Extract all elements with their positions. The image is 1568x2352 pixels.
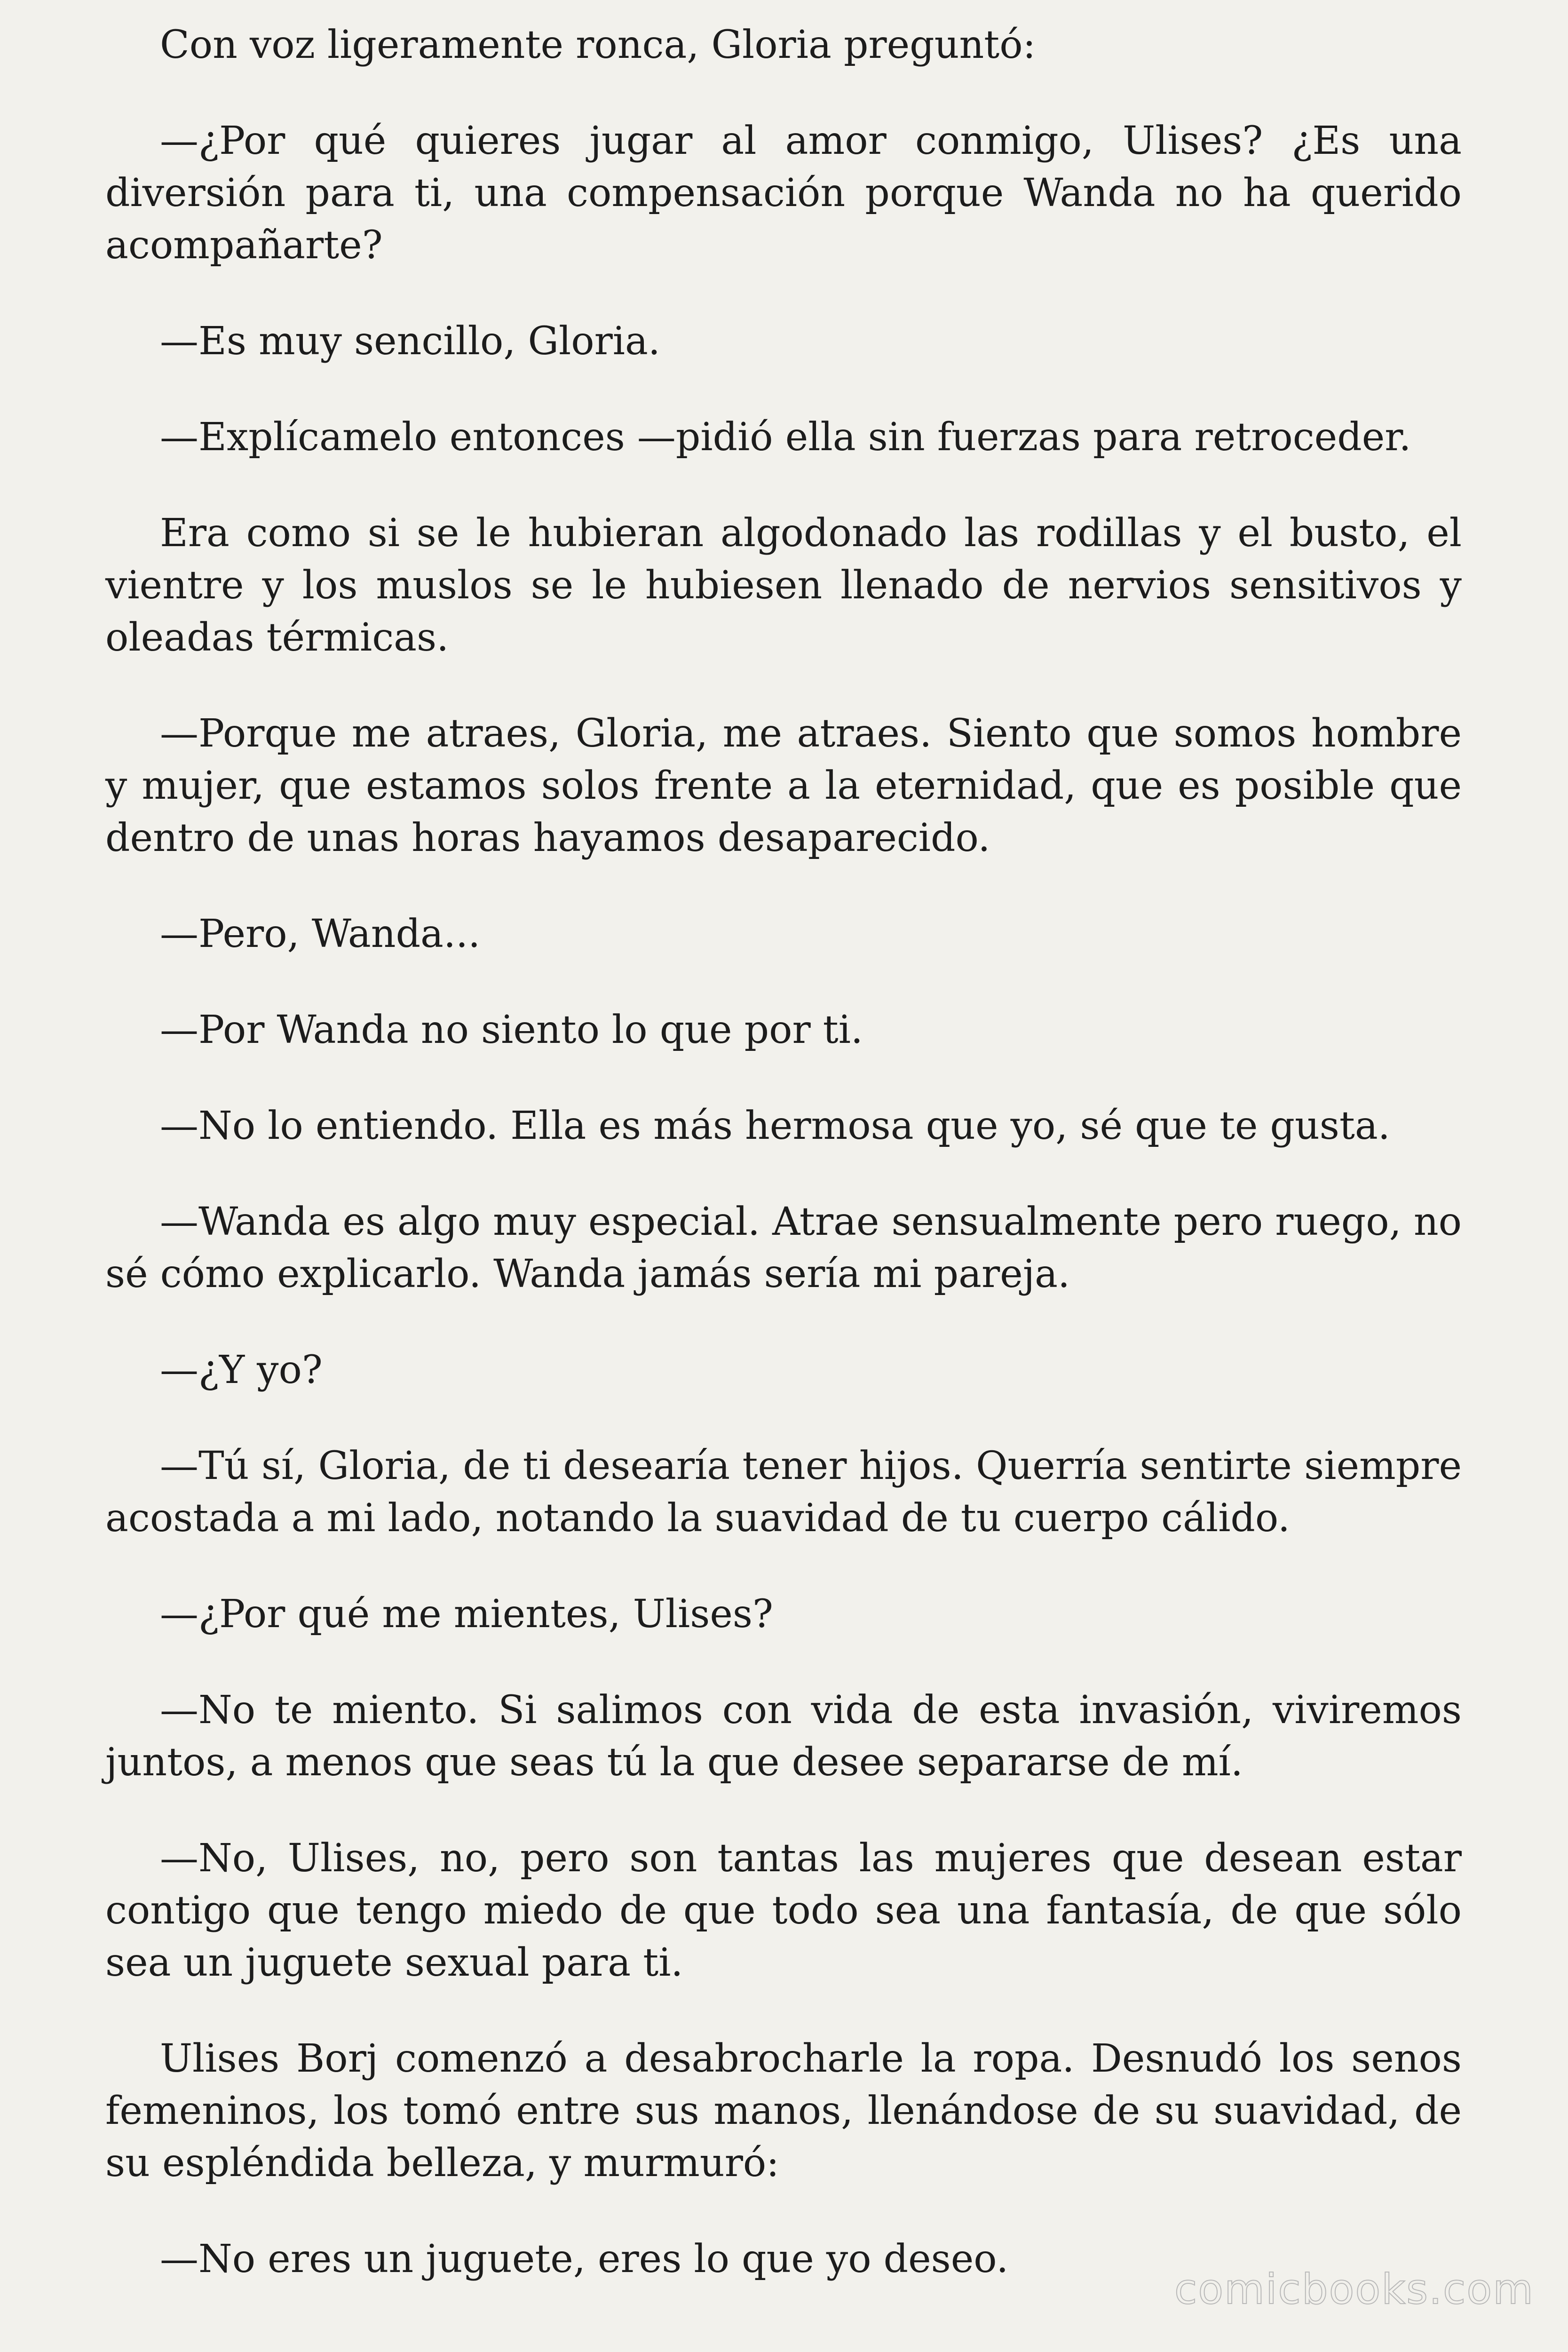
paragraph-14: —No te miento. Si salimos con vida de esta invasión, viviremos juntos, a menos que seas tú la que desee separarse de mí. bbox=[105, 1688, 1462, 1785]
paragraph-5: Era como si se le hubieran algodonado las rodillas y el busto, el vientre y los muslos se le hubiesen llenado de nervios sensitivos y oleadas térmicas. bbox=[105, 511, 1462, 660]
watermark: comicbooks.com bbox=[1174, 2265, 1534, 2313]
paragraph-13: —¿Por qué me mientes, Ulises? bbox=[160, 1592, 773, 1637]
paragraph-1: Con voz ligeramente ronca, Gloria preguntó: bbox=[160, 23, 1036, 67]
book-page bbox=[105, 19, 1462, 2285]
paragraph-6: —Porque me atraes, Gloria, me atraes. Siento que somos hombre y mujer, que estamos solos frente a la eternidad, que es posible que dentro de unas horas hayamos desaparecido. bbox=[105, 711, 1462, 860]
paragraph-17: —No eres un juguete, eres lo que yo deseo. bbox=[160, 2237, 1009, 2281]
paragraph-8: —Por Wanda no siento lo que por ti. bbox=[160, 1008, 863, 1052]
paragraph-2: —¿Por qué quieres jugar al amor conmigo, Ulises? ¿Es una diversión para ti, una compensación porque Wanda no ha querido acompañarte? bbox=[105, 119, 1462, 268]
paragraph-7: —Pero, Wanda... bbox=[160, 912, 481, 956]
paragraph-15: —No, Ulises, no, pero son tantas las mujeres que desean estar contigo que tengo miedo de que todo sea una fantasía, de que sólo sea un juguete sexual para ti. bbox=[105, 1836, 1462, 1985]
paragraph-9: —No lo entiendo. Ella es más hermosa que yo, sé que te gusta. bbox=[160, 1104, 1390, 1148]
paragraph-3: —Es muy sencillo, Gloria. bbox=[160, 319, 660, 364]
paragraph-16: Ulises Borj comenzó a desabrocharle la ropa. Desnudó los senos femeninos, los tomó entre sus manos, llenándose de su suavidad, de su espléndida belleza, y murmuró: bbox=[105, 2036, 1462, 2185]
paragraph-11: —¿Y yo? bbox=[160, 1348, 323, 1392]
paragraph-12: —Tú sí, Gloria, de ti desearía tener hijos. Querría sentirte siempre acostada a mi lado, notando la suavidad de tu cuerpo cálido. bbox=[105, 1444, 1462, 1541]
paragraph-10: —Wanda es algo muy especial. Atrae sensualmente pero ruego, no sé cómo explicarlo. Wanda jamás sería mi pareja. bbox=[105, 1200, 1462, 1296]
paragraph-4: —Explícamelo entonces —pidió ella sin fuerzas para retroceder. bbox=[160, 415, 1411, 460]
